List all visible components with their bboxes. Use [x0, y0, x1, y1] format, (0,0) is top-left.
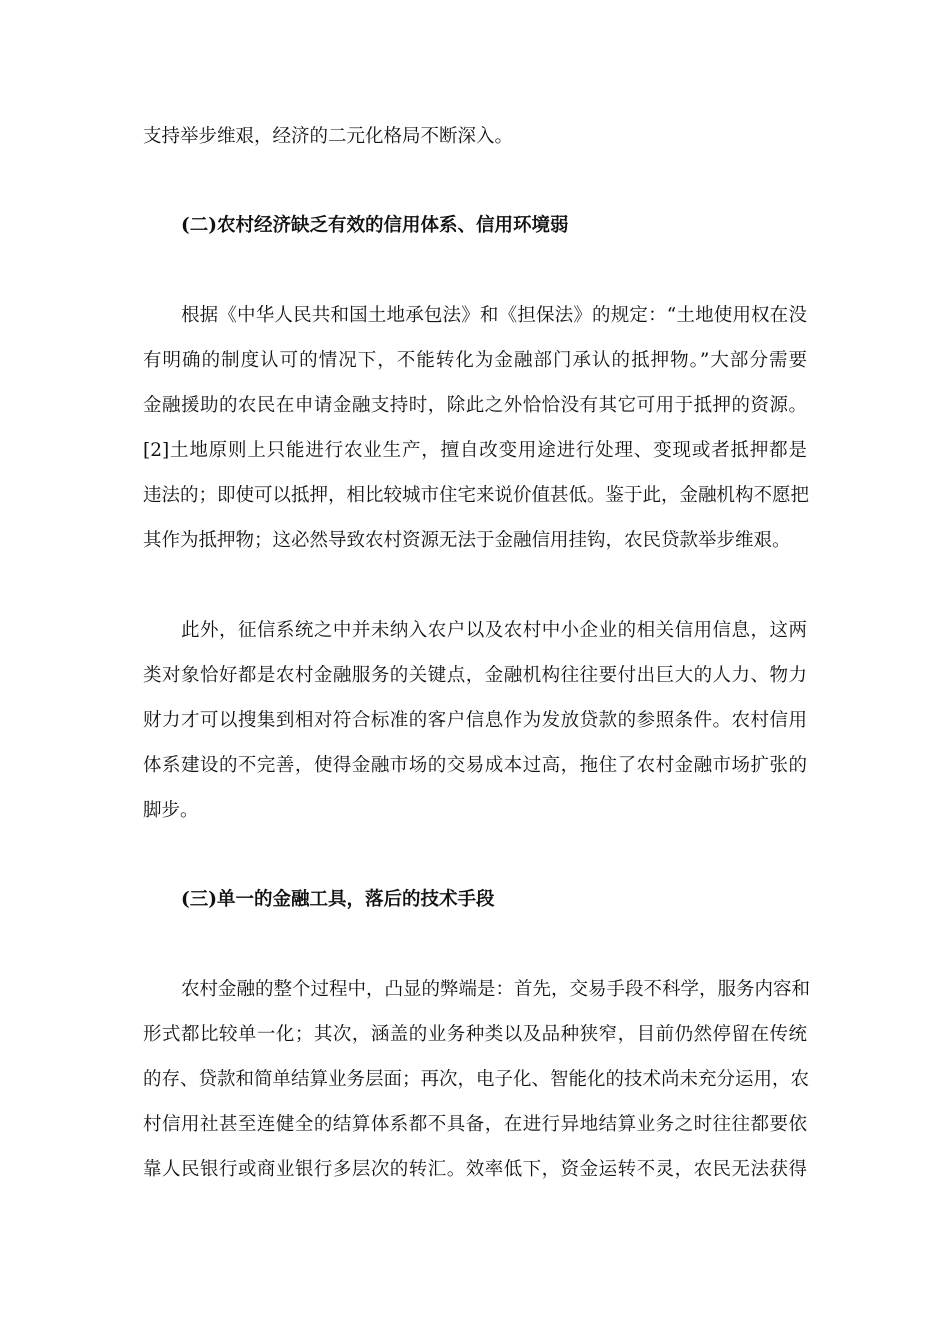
paragraph-line: 金融援助的农民在申请金融支持时，除此之外恰恰没有其它可用于抵押的资源。 [143, 395, 807, 416]
paragraph-line: [2]土地原则上只能进行农业生产，擅自改变用途进行处理、变现或者抵押都是 [143, 440, 807, 461]
paragraph-line: 此外，征信系统之中并未纳入农户以及农村中小企业的相关信用信息，这两 [181, 620, 807, 641]
paragraph-line: 靠人民银行或商业银行多层次的转汇。效率低下，资金运转不灵，农民无法获得 [143, 1159, 807, 1180]
paragraph-line: 脚步。 [143, 800, 199, 821]
paragraph-line: 有明确的制度认可的情况下，不能转化为金融部门承认的抵押物。”大部分需要 [143, 350, 807, 371]
paragraph-line: 村信用社甚至连健全的结算体系都不具备，在进行异地结算业务之时往往都要依 [143, 1114, 807, 1135]
section-heading-3: (三)单一的金融工具，落后的技术手段 [181, 889, 495, 910]
paragraph-line: 的存、贷款和简单结算业务层面；再次，电子化、智能化的技术尚未充分运用，农 [143, 1069, 810, 1090]
paragraph-line: 违法的；即使可以抵押，相比较城市住宅来说价值甚低。鉴于此，金融机构不愿把 [143, 485, 810, 506]
paragraph-line: 根据《中华人民共和国土地承包法》和《担保法》的规定：“土地使用权在没 [181, 305, 807, 326]
section-heading-2: (二)农村经济缺乏有效的信用体系、信用环境弱 [181, 215, 569, 236]
paragraph-line: 财力才可以搜集到相对符合标准的客户信息作为发放贷款的参照条件。农村信用 [143, 710, 807, 731]
paragraph-line: 类对象恰好都是农村金融服务的关键点，金融机构往往要付出巨大的人力、物力 [143, 665, 807, 686]
paragraph-line: 农村金融的整个过程中，凸显的弊端是：首先，交易手段不科学，服务内容和 [181, 979, 811, 1000]
paragraph-line: 其作为抵押物；这必然导致农村资源无法于金融信用挂钩，农民贷款举步维艰。 [143, 530, 791, 551]
paragraph-line: 形式都比较单一化；其次，涵盖的业务种类以及品种狭窄，目前仍然停留在传统 [143, 1024, 807, 1045]
paragraph-line: 体系建设的不完善，使得金融市场的交易成本过高，拖住了农村金融市场扩张的 [143, 755, 807, 776]
paragraph-line: 支持举步维艰，经济的二元化格局不断深入。 [143, 126, 514, 147]
